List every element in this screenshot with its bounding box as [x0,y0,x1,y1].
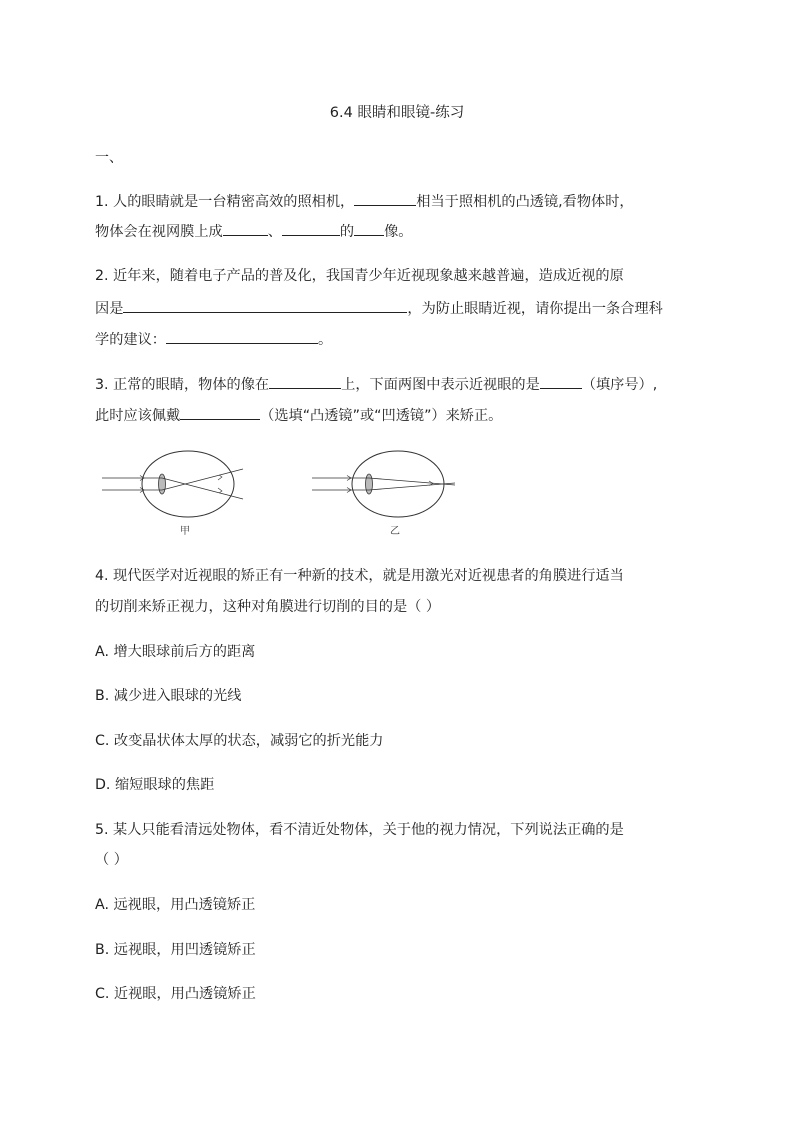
q3-blank-3[interactable] [180,404,260,420]
ray-lower-out [369,483,455,490]
q2-blank-2[interactable] [166,328,318,344]
q5-line2: （ ） [95,852,128,868]
q4-line2: 的切削来矫正视力，这种对角膜进行切削的目的是（ ） [95,599,441,615]
q3-text-b: 上，下面两图中表示近视眼的是 [341,377,540,393]
eyeball-outline [142,451,234,517]
q2-line2 [95,297,663,319]
q1-text-b: 相当于照相机的凸透镜,看物体时， [416,194,634,210]
arrow-cross-1 [218,488,222,493]
q1-blank-1[interactable] [354,190,416,206]
q3-blank-2[interactable] [540,373,582,389]
q2-line1: 2. 近年来，随着电子产品的普及化，我国青少年近视现象越来越普遍，造成近视的原 [95,268,624,284]
q5-option-a[interactable]: A. 远视眼，用凸透镜矫正 [95,897,256,913]
q4-option-a[interactable]: A. 增大眼球前后方的距离 [95,644,256,660]
ray-lower-out [162,469,243,490]
q1-text-c: 物体会在视网膜上成 [95,224,223,240]
figure-label-b: 乙 [390,526,400,537]
q1-line1 [95,190,634,212]
q5-line1: 5. 某人只能看清远处物体，看不清近处物体，关于他的视力情况，下列说法正确的是 [95,822,624,838]
q1-blank-3[interactable] [282,220,340,236]
eye-diagram-a [100,448,250,520]
lens-shape [159,474,166,494]
q2-text-a: 因是 [95,301,124,317]
page-title: 6.4 眼睛和眼镜-练习 [329,105,465,121]
q1-blank-2[interactable] [223,220,268,236]
figure-label-a: 甲 [180,526,190,537]
q3-text-d: 此时应该佩戴 [95,408,181,424]
q3-blank-1[interactable] [269,373,341,389]
q1-text-a: 1. 人的眼睛就是一台精密高效的照相机， [95,194,355,210]
q5-option-c[interactable]: C. 近视眼，用凸透镜矫正 [95,986,256,1002]
ray-upper-out [162,478,243,499]
q1-line2 [95,220,413,242]
q4-line1: 4. 现代医学对近视眼的矫正有一种新的技术，就是用激光对近视患者的角膜进行适当 [95,568,624,584]
q4-option-b[interactable]: B. 减少进入眼球的光线 [95,688,242,704]
q4-option-c[interactable]: C. 改变晶状体太厚的状态，减弱它的折光能力 [95,733,384,749]
q1-blank-4[interactable] [354,220,384,236]
q2-blank-1[interactable] [123,297,407,313]
q2-text-c: 学的建议： [95,332,166,348]
q5-option-b[interactable]: B. 远视眼，用凹透镜矫正 [95,942,256,958]
q3-line1 [95,373,657,395]
q1-text-f: 像。 [384,224,413,240]
q2-text-b: ，为防止眼睛近视，请你提出一条合理科 [407,301,663,317]
eye-diagram-b [310,448,460,520]
q2-line3 [95,328,332,350]
q3-text-a: 3. 正常的眼睛，物体的像在 [95,377,270,393]
q4-option-d[interactable]: D. 缩短眼球的焦距 [95,777,215,793]
q2-text-d: 。 [317,332,333,348]
arrow-cross-2 [218,475,222,480]
q3-text-e: （选填“凸透镜”或“凹透镜”）来矫正。 [260,408,503,424]
section-heading: 一、 [95,150,123,166]
q3-text-c: （填序号）, [581,377,658,393]
lens-shape [366,474,373,494]
q3-line2 [95,404,502,426]
q1-text-e: 的 [339,224,355,240]
q1-text-d: 、 [267,224,282,240]
